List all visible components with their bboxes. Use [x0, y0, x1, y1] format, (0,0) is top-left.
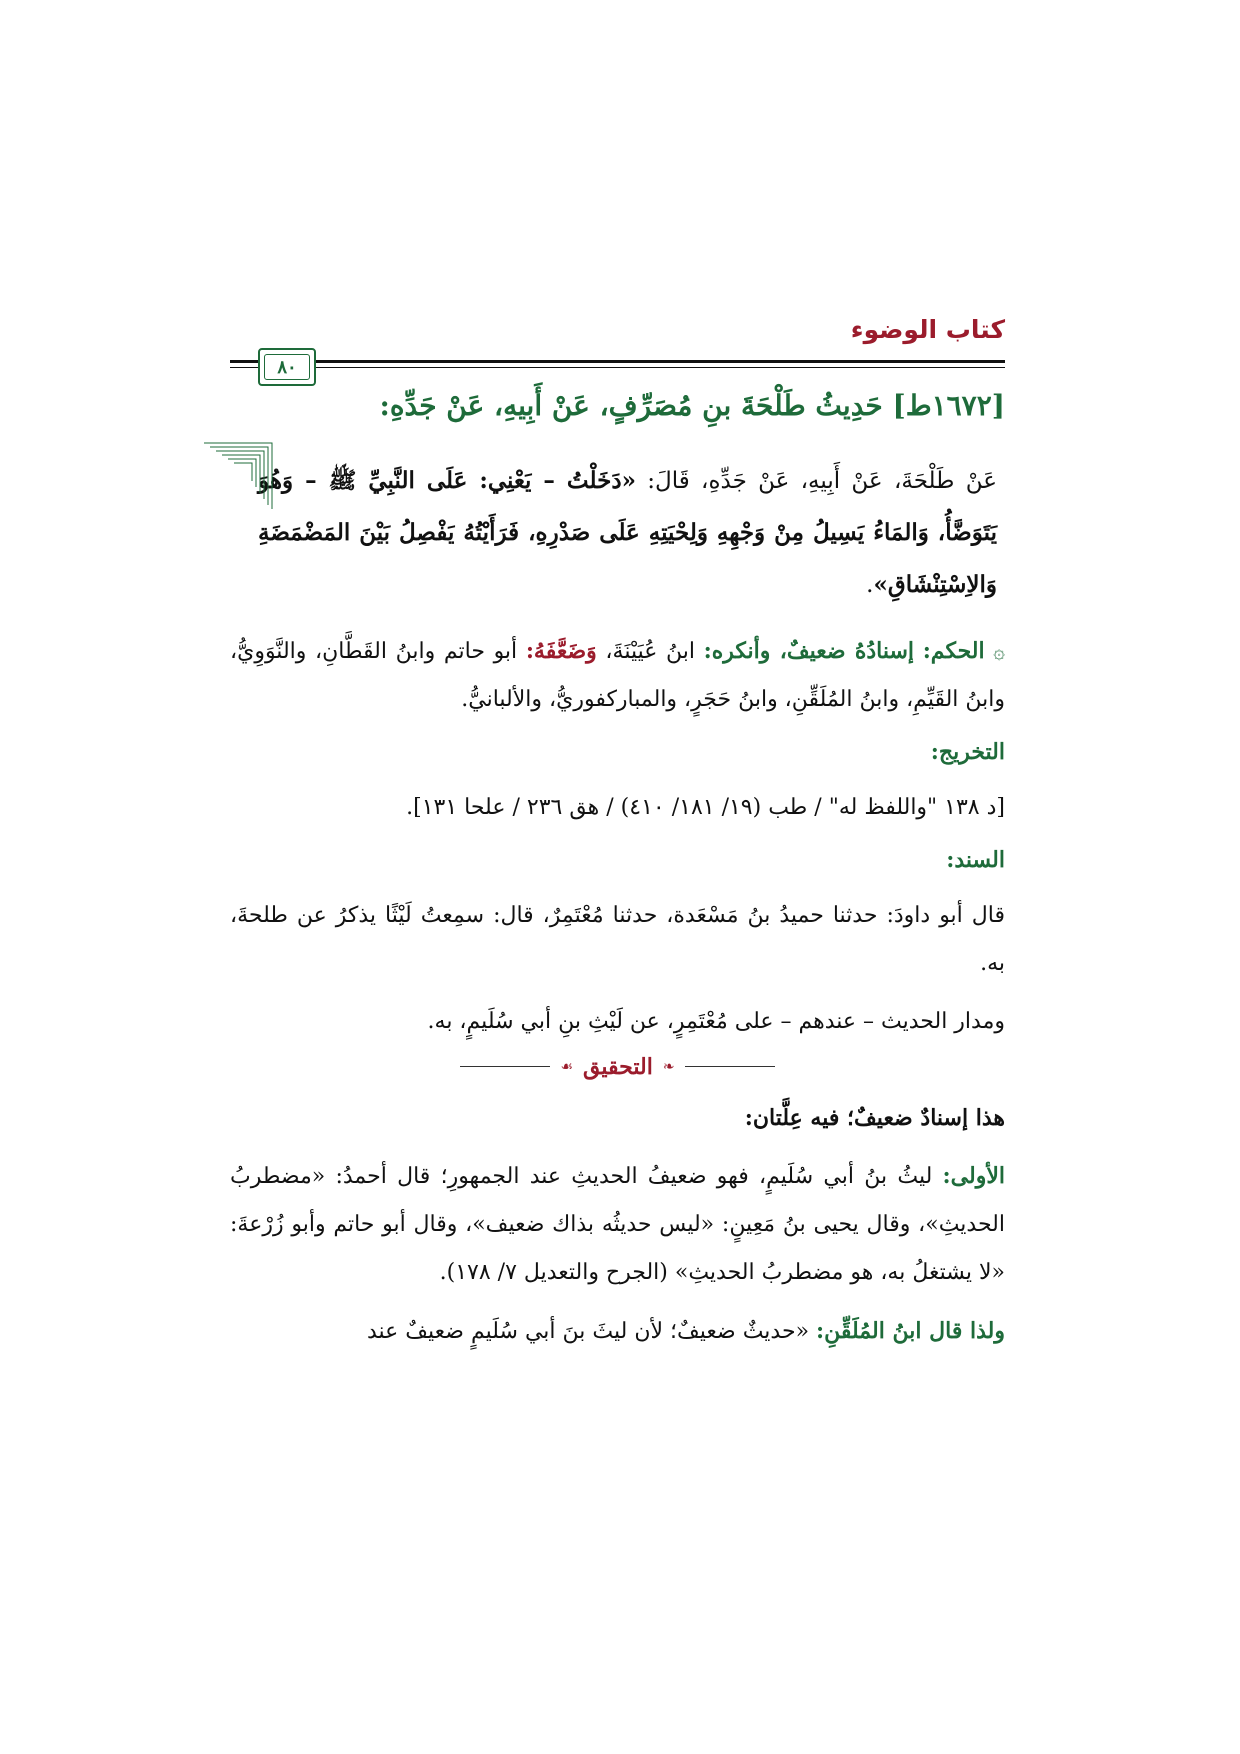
divider-line — [460, 1066, 550, 1067]
sanad-heading: السند: — [946, 846, 1005, 873]
sanad-text: قال أبو داودَ: حدثنا حميدُ بنُ مَسْعَدة، حدثنا مُعْتَمِرٌ، قال: سمِعتُ لَيْثًا يذكرُ عن طلحةَ، به. — [230, 902, 1005, 976]
tahqiq-heading: التحقيق — [583, 1053, 653, 1080]
divider-ornament-icon: ☙ — [560, 1058, 574, 1075]
ruling-rejectors: ابنُ عُيَيْنَةَ، — [596, 638, 704, 664]
page-number-frame — [258, 348, 316, 386]
hadith-text — [258, 455, 997, 611]
first-defect-label: الأولى: — [942, 1162, 1005, 1189]
hadith-box — [230, 455, 1005, 611]
flower-ornament-icon: ۞ — [993, 638, 1005, 663]
ibn-mulaqqin-label: ولذا قال ابنُ المُلَقِّنِ: — [816, 1317, 1005, 1344]
first-defect-text: ليثُ بنُ أبي سُلَيمٍ، فهو ضعيفُ الحديثِ عند الجمهورِ؛ قال أحمدُ: «مضطربُ الحديثِ»، وقال يحيى بنُ مَعِينٍ: «ليس حديثُه بذاك ضعيف»، وقال أبو حاتم وأبو زُرْعةَ: «لا يشتغلُ به، هو مضطربُ الحديثِ» (الجرح والتعديل ٧/ ١٧٨). — [230, 1163, 1005, 1285]
ibn-mulaqqin-text: «حديثٌ ضعيفٌ؛ لأن ليثَ بنَ أبي سُلَيمٍ ضعيفٌ عند — [366, 1318, 817, 1344]
header-rule-thin — [230, 367, 1005, 368]
ruling-paragraph — [230, 627, 1005, 724]
first-defect-paragraph — [230, 1152, 1005, 1297]
header-rule — [230, 360, 1005, 363]
tahqiq-divider — [230, 1054, 1005, 1080]
ruling-label: الحكم: — [922, 637, 985, 664]
second-paragraph — [230, 1307, 1005, 1356]
tahqiq-intro: هذا إسنادٌ ضعيفٌ؛ فيه عِلَّتان: — [744, 1104, 1005, 1131]
hadith-end: . — [866, 571, 874, 598]
book-title: كتاب الوضوء — [850, 315, 1005, 344]
madar-text: ومدار الحديث – عندهم – على مُعْتَمِرٍ، عن لَيْثِ بنِ أبي سُلَيمٍ، به. — [427, 1008, 1005, 1034]
ruling-weakened-label: وَضَعَّفَهُ: — [525, 637, 597, 664]
takhrij-heading: التخريج: — [930, 738, 1005, 765]
corner-ornament-icon — [204, 441, 274, 511]
hadith-intro: عَنْ طَلْحَةَ، عَنْ أَبِيهِ، عَنْ جَدِّهِ، قَالَ: — [635, 467, 997, 494]
takhrij-text: [د ١٣٨ "واللفظ له" / طب (١٩/ ١٨١/ ٤١٠) / هق ٢٣٦ / علحا ١٣١]. — [406, 794, 1005, 820]
page-header — [230, 315, 1005, 378]
document-page — [230, 315, 1005, 1356]
divider-line — [685, 1066, 775, 1067]
hadith-matn: «دَخَلْتُ – يَعْنِي: عَلَى النَّبِيِّ ﷺ – وَهُوَ يَتَوَضَّأُ، وَالمَاءُ يَسِيلُ مِنْ وَجْهِهِ وَلِحْيَتِهِ عَلَى صَدْرِهِ، فَرَأَيْتُهُ يَفْصِلُ بَيْنَ المَضْمَضَةِ وَالاِسْتِنْشَاقِ» — [258, 466, 997, 598]
page-number: ٨٠ — [264, 354, 310, 380]
hadith-title: [١٦٧٢ط] حَدِيثُ طَلْحَةَ بنِ مُصَرِّفٍ، عَنْ أَبِيهِ، عَنْ جَدِّهِ: — [379, 389, 1005, 422]
ruling-verdict: إسنادُهُ ضعيفٌ، وأنكره: — [703, 637, 915, 664]
ruling-weakeners: أبو حاتم وابنُ القَطَّانِ، والنَّوَوِيُّ، وابنُ القَيِّمِ، وابنُ المُلَقِّنِ، وابنُ حَجَرٍ، والمباركفوريُّ، والألبانيُّ. — [230, 638, 1005, 712]
divider-ornament-icon: ❧ — [662, 1058, 675, 1075]
